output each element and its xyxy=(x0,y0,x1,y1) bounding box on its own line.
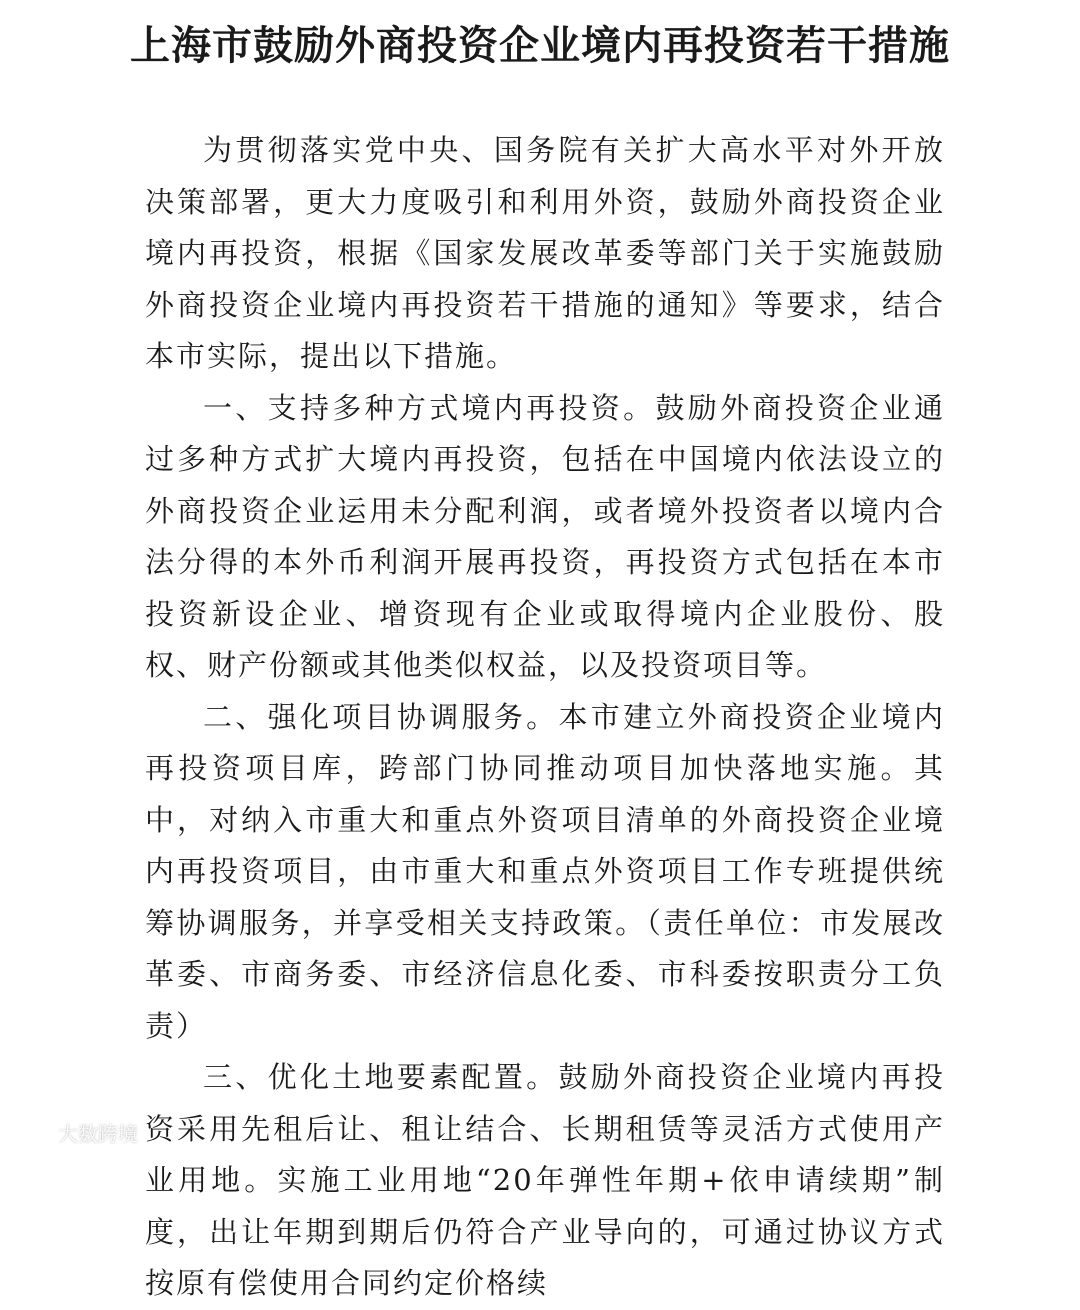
document-title: 上海市鼓励外商投资企业境内再投资若干措施 xyxy=(130,22,950,69)
document-body xyxy=(145,125,945,1310)
weibo-logo-icon xyxy=(12,1120,52,1146)
paragraph-intro: 为贯彻落实党中央、国务院有关扩大高水平对外开放决策部署，更大力度吸引和利用外资，鼓励外商投资企业境内再投资，根据《国家发展改革委等部门关于实施鼓励外商投资企业境内再投资若干措施的通知》等要求，结合本市实际，提出以下措施。 xyxy=(145,133,945,373)
paragraph-measure-1: 一、支持多种方式境内再投资。鼓励外商投资企业通过多种方式扩大境内再投资，包括在中国境内依法设立的外商投资企业运用未分配利润，或者境外投资者以境内合法分得的本外币利润开展再投资，再投资方式包括在本市投资新设企业、增资现有企业或取得境内企业股份、股权、财产份额或其他类似权益，以及投资项目等。 xyxy=(145,390,945,682)
watermark-text: 大数跨境 xyxy=(58,1122,138,1146)
paragraph-measure-2: 二、强化项目协调服务。本市建立外商投资企业境内再投资项目库，跨部门协同推动项目加快落地实施。其中，对纳入市重大和重点外资项目清单的外商投资企业境内再投资项目，由市重大和重点外资项目工作专班提供统筹协调服务，并享受相关支持政策。（责任单位：市发展改革委、市商务委、市经济信息化委、市科委按职责分工负责） xyxy=(145,699,945,1043)
watermark xyxy=(12,1118,138,1147)
paragraph-measure-3: 三、优化土地要素配置。鼓励外商投资企业境内再投资采用先租后让、租让结合、长期租赁等灵活方式使用产业用地。实施工业用地“20年弹性年期+依申请续期”制度，出让年期到期后仍符合产业导向的，可通过协议方式按原有偿使用合同约定价格续 xyxy=(145,1060,945,1300)
